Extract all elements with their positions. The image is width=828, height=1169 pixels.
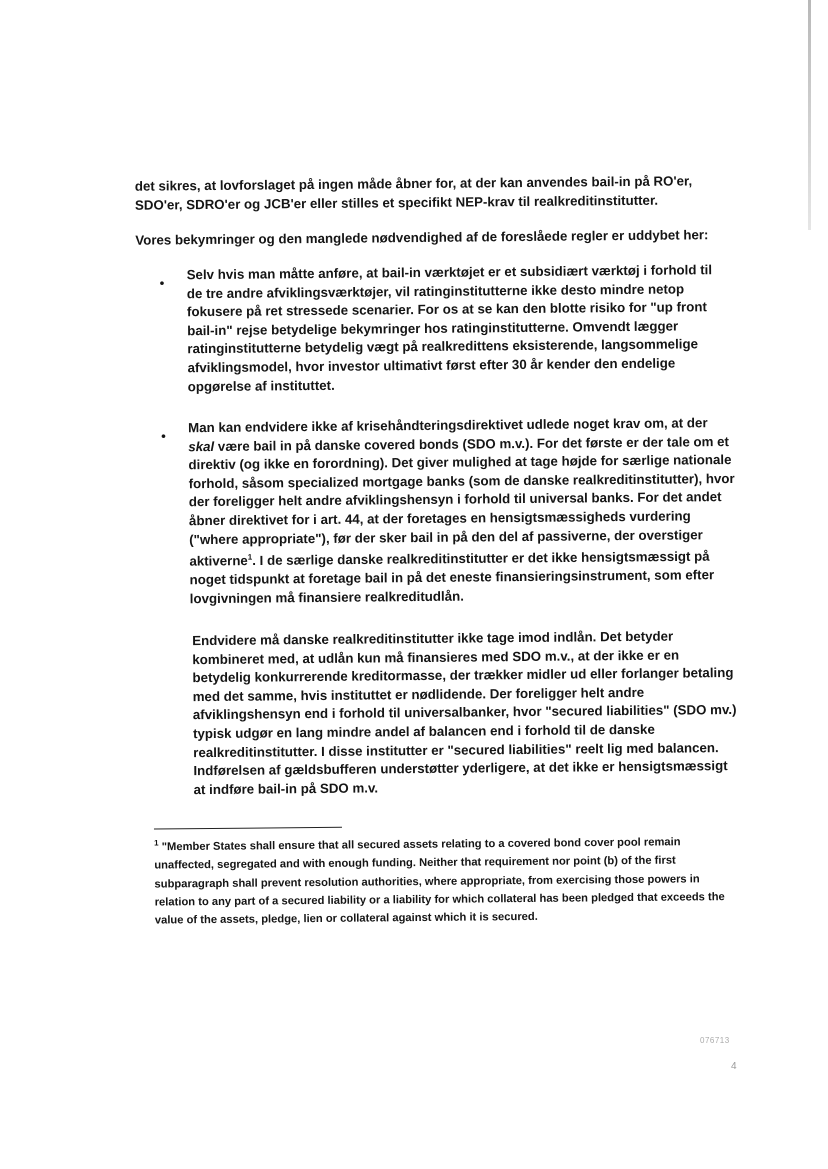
bullet-marker: • bbox=[159, 275, 165, 291]
footnote-number: 1 bbox=[154, 838, 159, 848]
intro-paragraph: det sikres, at lovforslaget på ingen måde åbner for, at der kan anvendes bail-in på RO'er, SDO'er, SDRO'er og JCB'er eller stilles et specifikt NEP-krav til realkreditinstitutter. bbox=[134, 173, 693, 213]
emphasis-word: skal bbox=[188, 438, 215, 454]
footnote-reference[interactable]: 1 bbox=[247, 552, 253, 562]
bullet-item-directive bbox=[188, 414, 738, 609]
deposits-paragraph: Endvidere må danske realkreditinstitutter ikke tage imod indlån. Det betyder kombineret med, at udlån kun må finansieres med SDO m.v., at der ikke er en betydelig konkurrerende kreditormasse, der trækker midler ud eller forlanger betaling med det samme, hvis instituttet er nødlidende. Der foreligger helt andre afviklingshensyn end i forhold til universalbanker, hvor "secured liabilities" (SDO mv.) typisk udgør en lang mindre andel af balancen end i forhold til de danske realkreditinstitutter. I disse institutter er "secured liabilities" reelt lig med balancen. Indførelsen af gældsbufferen understøtter yderligere, at det ikke er hensigtsmæssigt at indføre bail-in på SDO m.v. bbox=[192, 628, 737, 797]
concerns-intro: Vores bekymringer og den manglede nødvendighed af de foreslåede regler er uddybet her: bbox=[135, 227, 709, 248]
footnote bbox=[154, 829, 743, 930]
footnote-divider bbox=[154, 827, 342, 830]
bullet-text-part: være bail in på danske covered bonds (SDO m.v.). For det første er der tale om et direktiv (og ikke en forordning). Det giver mulighed at tage højde for særlige nationale forhold, såsom specialized mortgage banks (som de danske realkreditinstitutter), hvor der foreligger helt andre afviklingshensyn i forhold til universal banks. For det andet åbner direktivet for i art. 44, at der foretages en hensigtsmæssigheds vurdering ("where appropriate"), før der sker bail in på den del af passiverne, der overstiger aktiverne bbox=[188, 433, 735, 569]
footnote-text: "Member States shall ensure that all secured assets relating to a covered bond cover pool remain unaffected, segregated and with enough funding. Neither that requirement nor point (b) of the first subparagraph shall prevent resolution authorities, where appropriate, from exercising those powers in relation to any part of a secured liability or a liability for which collateral has been pledged that exceeds the value of the assets, pledge, lien or collateral against which it is secured. bbox=[154, 836, 725, 927]
document-number: 076713 bbox=[700, 1036, 730, 1045]
bullet-marker: • bbox=[161, 428, 166, 444]
scan-edge-shadow bbox=[808, 0, 811, 230]
bullet-text-part: . I de særlige danske realkreditinstitutter er det ikke hensigtsmæssigt på noget tidspunkt at foretage bail in på det eneste finansieringsinstrument, som efter lovgivningen må finansiere realkreditudlån. bbox=[189, 548, 715, 606]
bullet-item-rating-agencies: Selv hvis man måtte anføre, at bail-in værktøjet er et subsidiært værktøj i forhold til de tre andre afviklingsværktøjer, vil ratinginstitutterne ikke desto mindre netop fokusere på ret stressede scenarier. For os at se kan den blotte risiko for "up front bail-in" rejse betydelige bekymringer hos ratinginstitutterne. Omvendt lægger ratinginstitutterne betydelig vægt på realkredittens eksisterende, langsommelige afviklingsmodel, hvor investor ultimativt først efter 30 år kender den endelige opgørelse af instituttet. bbox=[186, 262, 713, 394]
page-number: 4 bbox=[731, 1061, 737, 1072]
bullet-text-part: Man kan endvidere ikke af krisehåndteringsdirektivet udlede noget krav om, at der bbox=[188, 415, 708, 436]
